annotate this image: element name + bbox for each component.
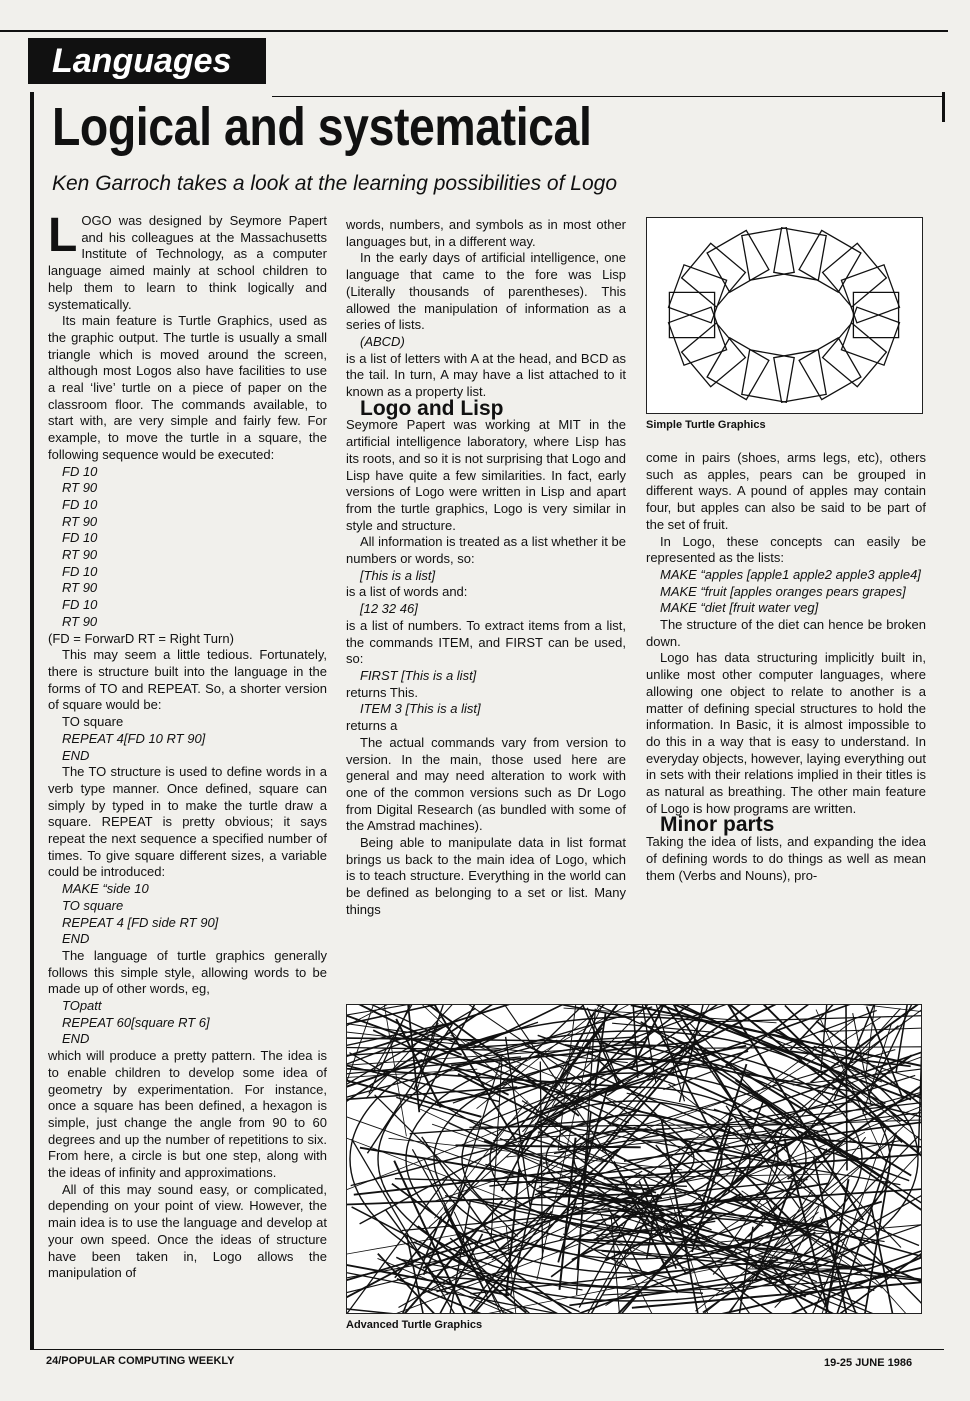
code-line: MAKE “diet [fruit water veg] [660,600,819,616]
code-line: RT 90 [62,513,98,529]
code-line: MAKE “fruit [apples oranges pears grapes] [660,583,906,599]
paragraph: come in pairs (shoes, arms legs, etc), others such as apples, pears can be grouped in different ways. A pound of apples may contain four, but apples can also be said to be part of the set of fruit. [646,450,926,532]
pattern-line [918,1005,921,1152]
subheading: Minor parts [660,813,775,837]
turtle-square-path [707,230,769,292]
paragraph: Taking the idea of lists, and expanding the idea of defining words to do things as well as mean them (Verbs and Nouns), pro- [646,834,926,883]
paragraph: words, numbers, and symbols as in most other languages but, in a different way. [346,217,626,249]
paragraph: is a list of numbers. To extract items from a list, the commands ITEM, and FIRST can be used, so: [346,617,626,667]
paragraph: is a list of words and: [346,584,468,600]
code-line: END [62,1031,90,1047]
code-line: TO square [62,714,124,730]
paragraph: In the early days of artificial intelligence, one language that came to the fore was Lisp (Literally thousands of parentheses). This allowed the manipulation of information as a series of lists. [346,250,626,333]
paragraph: returns This. [346,684,419,700]
standfirst: Ken Garroch takes a look at the learning possibilities of Logo [52,172,618,195]
code-line: FD 10 [62,563,98,579]
paragraph: The structure of the diet can hence be broken down. [646,617,926,649]
code-line: [This is a list] [360,567,436,583]
paragraph: Seymore Papert was working at MIT in the artificial intelligence laboratory, where Lisp has its roots, and so it is not surprising that Logo and Lisp have quite a few similarities. In fact, early versions of Logo were written in Lisp and apart from the turtle graphics, Logo is very similar in style and structure. [346,417,626,533]
turtle-square-path [669,265,727,323]
code-line: ITEM 3 [This is a list] [360,701,481,717]
paragraph: In Logo, these concepts can easily be represented as the lists: [646,533,926,566]
turtle-square-path [669,307,727,365]
simple-turtle-graphics-figure [646,217,923,414]
code-line: TOpatt [62,998,102,1014]
turtle-square-path [799,230,861,292]
ellipse-of-squares-drawing [647,218,922,413]
code-line: FD 10 [62,463,98,479]
code-line: [12 32 46] [360,601,418,617]
top-rule [0,30,948,32]
folio-left: 24/POPULAR COMPUTING WEEKLY [46,1355,235,1367]
paragraph: returns a [346,718,398,734]
abbreviation-legend: (FD = ForwarD RT = Right Turn) [48,630,234,646]
footer-rule [34,1349,944,1350]
column-1 [48,209,327,1282]
code-line: FD 10 [62,597,98,613]
paragraph: Being able to manipulate data in list format brings us back to the main idea of Logo, which is to teach structure. Everything in the world can be defined as belonging to a set or list. Many things [346,835,626,917]
paragraph: LOGO was designed by Seymore Papert and his colleagues at the Massachusetts Institute of Technology, as a computer language aimed mainly at school children to help them to learn to think logically and systematically. [48,209,327,312]
code-line: FIRST [This is a list] [360,667,477,683]
code-line: FD 10 [62,496,98,512]
paragraph: The language of turtle graphics generally follows this simple style, allowing words to be made up of other words, eg, [48,947,327,997]
paragraph: Its main feature is Turtle Graphics, used as the graphic output. The turtle is usually a small triangle which is moved around the screen, although most Logos also have facilities to use a real ‘live’ turtle on a piece of paper on the classroom floor. The commands available, to start with, are very simple and fairly few. For example, to move the turtle in a square, the following sequence would be executed: [48,313,327,462]
subheading: Logo and Lisp [360,396,504,420]
article-title: Logical and systematical [52,97,592,157]
code-line: MAKE “apples [apple1 apple2 apple3 apple4] [660,566,921,582]
code-line: MAKE “side 10 [62,881,149,897]
paragraph: The actual commands vary from version to version. In the main, those used here are general and may need alteration to work with one of the common versions such as Dr Logo from Digital Research (as bundled with some of the Amstrad machines). [346,734,626,834]
column-3 [646,450,926,884]
paragraph: is a list of letters with A at the head, and BCD as the tail. In turn, A may have a list attached to it known as a property list. [346,350,626,400]
turtle-square-path [707,338,769,400]
turtle-square-path [841,265,899,323]
paragraph: All information is treated as a list whether it be numbers or words, so: [346,534,626,567]
pattern-line [456,1145,641,1147]
code-line: RT 90 [62,480,98,496]
figure-caption: Simple Turtle Graphics [646,419,766,431]
paragraph: This may seem a little tedious. Fortunately, there is structure built into the language in the forms of TO and REPEAT. So, a shorter version of square would be: [48,647,327,713]
code-line: REPEAT 60[square RT 6] [62,1014,210,1030]
column-2 [346,217,626,919]
left-border-bar [30,92,34,1350]
pattern-line [389,1138,683,1170]
paragraph: All of this may sound easy, or complicated, depending on your point of view. However, the main idea is to use the language and develop at your own speed. Once the ideas of structure have been taken in, Logo allows the manipulation of [48,1181,327,1281]
paragraph: The TO structure is used to define words in a verb type manner. Once defined, square can simply by typed in to make the turtle draw a square. REPEAT is pretty obvious; it says repeat the next sequence a specified number of times. To give square different sizes, a variable could be introduced: [48,764,327,880]
folio-date: 19-25 JUNE 1986 [824,1357,913,1369]
paragraph: which will produce a pretty pattern. The idea is to enable children to develop some idea of geometry by experimentation. For instance, once a square has been defined, a hexagon is simple, just change the angle from 90 to 60 degrees and up the number of repetitions to six. From here, a circle is but one step, along with the ideas of infinity and approximations. [48,1048,327,1181]
code-line: REPEAT 4[FD 10 RT 90] [62,730,206,746]
paragraph: Logo has data structuring implicitly built in, unlike most other computer languages, where allowing one object to relate to another is a matter of defining special structures to hold the information. In Basic, it is almost impossible to do this in a way that is easy to understand. In everyday objects, however, laying everything out in sets with their relations implied in their titles is as natural as breathing. The other main feature of Logo is how programs are written. [646,650,926,816]
code-line: FD 10 [62,530,98,546]
code-line: RT 90 [62,613,98,629]
code-line: END [62,931,90,947]
turtle-square-path [799,338,861,400]
code-line: RT 90 [62,580,98,596]
advanced-turtle-graphics-figure [346,1004,922,1314]
code-line: (ABCD) [360,333,405,349]
line-pattern-drawing [347,1005,921,1313]
turtle-square-path [841,307,899,365]
code-line: END [62,747,90,763]
figure-caption: Advanced Turtle Graphics [346,1319,483,1331]
section-label: Languages [28,38,266,84]
pattern-line [819,1027,921,1031]
drop-cap: L [48,209,78,262]
code-line: REPEAT 4 [FD side RT 90] [62,914,219,930]
code-line: RT 90 [62,547,98,563]
code-line: TO square [62,897,124,913]
